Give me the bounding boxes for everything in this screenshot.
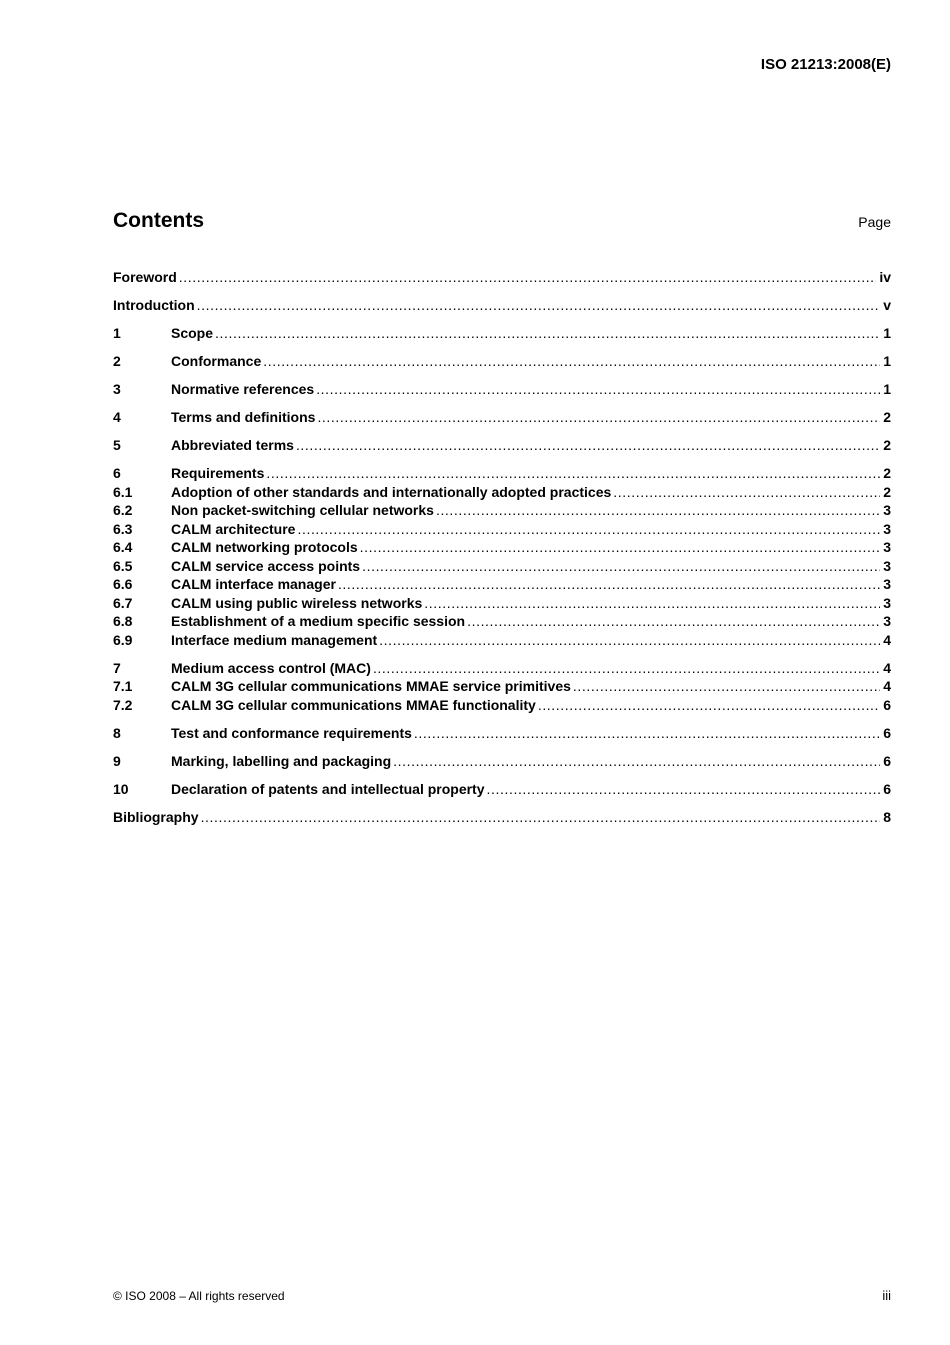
toc-entry-number: 6: [113, 465, 121, 481]
toc-entry-label: Bibliography: [113, 808, 199, 825]
toc-entry-label: CALM 3G cellular communications MMAE service primitives: [171, 678, 571, 694]
toc-leader-dots: [487, 780, 881, 799]
toc-entry-number: 6.6: [113, 576, 133, 592]
toc-entry-label: Terms and definitions: [171, 409, 316, 425]
toc-leader-dots: [362, 557, 880, 576]
toc-entry[interactable]: [113, 677, 891, 696]
toc-entry-page: 4: [883, 631, 891, 648]
toc-entry-number: 2: [113, 353, 121, 369]
toc-entry-page: 6: [883, 780, 891, 797]
toc-entry-number: 6.2: [113, 502, 133, 518]
toc-entry-page: 2: [883, 465, 891, 481]
toc-entry-label: Interface medium management: [171, 631, 378, 648]
toc-entry-number: 6.9: [113, 631, 133, 648]
toc-entry-page: 3: [883, 557, 891, 574]
toc-entry-page: iv: [879, 269, 891, 285]
toc-entry-number: 4: [113, 409, 121, 425]
toc-entry[interactable]: [113, 380, 891, 399]
toc-leader-dots: [179, 268, 877, 287]
toc-entry[interactable]: [113, 631, 891, 650]
toc-entry[interactable]: [113, 483, 891, 502]
toc-entry-number: 6.8: [113, 613, 133, 629]
page-column-label: Page: [858, 214, 891, 230]
toc-entry-page: 4: [883, 659, 891, 676]
toc-entry-label: Abbreviated terms: [171, 437, 294, 453]
toc-entry-label: Scope: [171, 325, 214, 341]
toc-entry-page: 3: [883, 539, 891, 555]
toc-leader-dots: [613, 483, 880, 502]
toc-entry-page: 1: [883, 353, 891, 369]
toc-entry-page: 3: [883, 576, 891, 592]
toc-entry-label: Normative references: [171, 381, 315, 397]
toc-entry-page: 3: [883, 520, 891, 537]
toc-leader-dots: [467, 612, 880, 631]
toc-entry-number: 6.3: [113, 520, 133, 537]
copyright-notice: © ISO 2008 – All rights reserved: [113, 1289, 285, 1303]
toc-entry-page: 8: [883, 808, 891, 825]
toc-entry-label: Declaration of patents and intellectual property: [171, 780, 485, 797]
toc-entry-number: 9: [113, 752, 121, 769]
toc-entry-label: Requirements: [171, 465, 265, 481]
toc-leader-dots: [393, 752, 880, 771]
toc-entry-number: 7.1: [113, 678, 133, 694]
toc-leader-dots: [201, 808, 881, 827]
toc-leader-dots: [379, 631, 880, 650]
contents-title: Contents: [113, 209, 204, 232]
toc-entry[interactable]: [113, 594, 891, 613]
toc-entry-page: 3: [883, 502, 891, 518]
toc-entry-number: 6.1: [113, 483, 133, 500]
table-of-contents: [113, 268, 891, 826]
toc-leader-dots: [297, 520, 880, 539]
toc-leader-dots: [263, 352, 880, 371]
document-id: ISO 21213:2008(E): [760, 56, 891, 73]
toc-entry[interactable]: [113, 538, 891, 557]
toc-entry[interactable]: [113, 696, 891, 715]
contents-heading-row: [113, 209, 891, 233]
toc-leader-dots: [360, 538, 881, 557]
toc-entry-label: CALM using public wireless networks: [171, 594, 423, 611]
toc-entry-label: Marking, labelling and packaging: [171, 752, 392, 769]
toc-leader-dots: [316, 380, 880, 399]
toc-entry-number: 6.4: [113, 539, 133, 555]
toc-leader-dots: [436, 501, 880, 520]
toc-leader-dots: [424, 594, 880, 613]
toc-entry[interactable]: [113, 408, 891, 427]
toc-entry-page: 2: [883, 483, 891, 500]
toc-entry[interactable]: [113, 659, 891, 678]
toc-entry-label: Establishment of a medium specific session: [171, 613, 466, 629]
toc-entry[interactable]: [113, 752, 891, 771]
toc-entry-page: 6: [883, 752, 891, 769]
toc-entry[interactable]: [113, 464, 891, 483]
toc-entry-label: CALM 3G cellular communications MMAE functionality: [171, 696, 536, 713]
toc-entry-number: 8: [113, 724, 121, 741]
toc-entry-number: 1: [113, 325, 121, 341]
toc-leader-dots: [317, 408, 880, 427]
toc-entry-number: 10: [113, 780, 129, 797]
toc-entry[interactable]: [113, 436, 891, 455]
toc-entry[interactable]: [113, 352, 891, 371]
toc-entry-page: 6: [883, 696, 891, 713]
toc-entry-page: v: [883, 297, 891, 313]
toc-entry[interactable]: [113, 557, 891, 576]
toc-entry-label: Introduction: [113, 297, 195, 313]
toc-entry-label: Medium access control (MAC): [171, 659, 371, 676]
toc-entry-page: 1: [883, 381, 891, 397]
toc-entry[interactable]: [113, 575, 891, 594]
toc-entry-label: Conformance: [171, 353, 262, 369]
toc-entry-label: Foreword: [113, 269, 177, 285]
toc-entry[interactable]: [113, 296, 891, 315]
toc-entry-number: 7.2: [113, 696, 133, 713]
toc-entry-number: 3: [113, 381, 121, 397]
toc-entry[interactable]: [113, 612, 891, 631]
toc-entry-label: CALM interface manager: [171, 576, 336, 592]
toc-entry-page: 3: [883, 594, 891, 611]
page-number: iii: [882, 1288, 891, 1303]
toc-entry-page: 1: [883, 325, 891, 341]
toc-entry-number: 6.5: [113, 557, 133, 574]
toc-entry-number: 7: [113, 659, 121, 676]
toc-leader-dots: [197, 296, 881, 315]
toc-entry[interactable]: [113, 324, 891, 343]
toc-entry[interactable]: [113, 724, 891, 743]
toc-leader-dots: [266, 464, 880, 483]
toc-entry[interactable]: [113, 808, 891, 827]
toc-leader-dots: [414, 724, 880, 743]
toc-entry-label: CALM service access points: [171, 557, 361, 574]
toc-entry-page: 6: [883, 724, 891, 741]
toc-entry[interactable]: [113, 780, 891, 799]
toc-entry-number: 5: [113, 437, 121, 453]
toc-entry-label: Test and conformance requirements: [171, 724, 412, 741]
toc-leader-dots: [215, 324, 880, 343]
toc-entry[interactable]: [113, 268, 891, 287]
toc-leader-dots: [296, 436, 880, 455]
toc-entry-page: 2: [883, 409, 891, 425]
toc-entry-label: CALM networking protocols: [171, 539, 358, 555]
toc-entry[interactable]: [113, 501, 891, 520]
toc-entry-page: 3: [883, 613, 891, 629]
toc-entry-label: Non packet-switching cellular networks: [171, 502, 434, 518]
toc-entry-label: Adoption of other standards and internationally adopted practices: [171, 483, 612, 500]
toc-entry-page: 4: [883, 678, 891, 694]
toc-entry[interactable]: [113, 520, 891, 539]
toc-leader-dots: [373, 659, 880, 678]
toc-leader-dots: [573, 677, 880, 696]
toc-entry-page: 2: [883, 437, 891, 453]
toc-leader-dots: [338, 575, 880, 594]
toc-leader-dots: [538, 696, 880, 715]
toc-entry-number: 6.7: [113, 594, 133, 611]
toc-entry-label: CALM architecture: [171, 520, 296, 537]
